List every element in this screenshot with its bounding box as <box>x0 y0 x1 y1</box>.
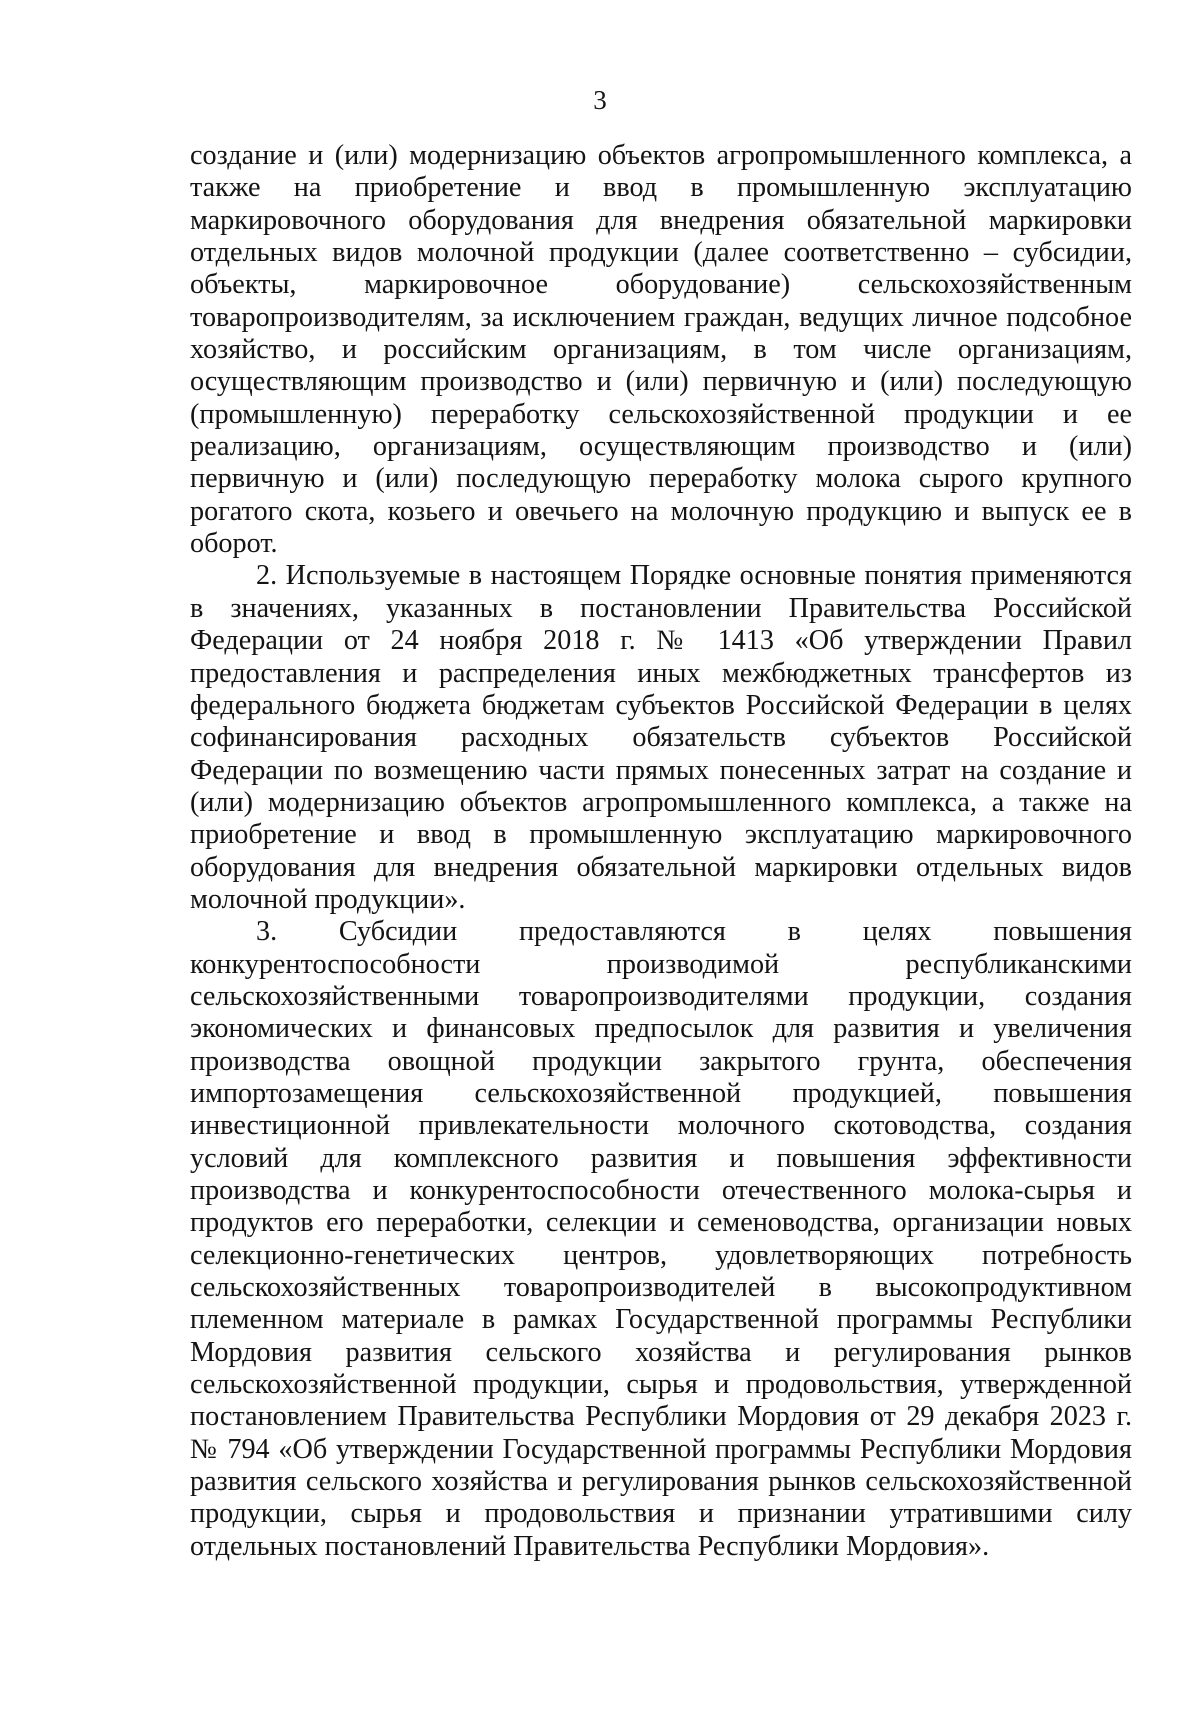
text-line: 2. Используемые в настоящем Порядке основные понятия применяются <box>256 560 1132 592</box>
text-line: реализацию, организациям, осуществляющим производство и (или) <box>190 431 1132 463</box>
text-line: объекты, маркировочное оборудование) сельскохозяйственным <box>190 269 1132 301</box>
text-line: рогатого скота, козьего и овечьего на молочную продукцию и выпуск ее в <box>190 495 1132 527</box>
text-line: постановлением Правительства Республики Мордовия от 29 декабря 2023 г. <box>190 1401 1132 1433</box>
text-line: также на приобретение и ввод в промышленную эксплуатацию <box>190 172 1132 204</box>
text-line: молочной продукции». <box>190 883 466 915</box>
text-line: в значениях, указанных в постановлении Правительства Российской <box>190 592 1132 624</box>
text-line: продуктов его переработки, селекции и семеноводства, организации новых <box>190 1207 1132 1239</box>
text-line: оборудования для внедрения обязательной маркировки отдельных видов <box>190 851 1132 883</box>
text-line: 3. Субсидии предоставляются в целях повышения <box>256 916 1132 948</box>
text-line: (промышленную) переработку сельскохозяйственной продукции и ее <box>190 398 1132 430</box>
text-line: хозяйство, и российским организациям, в том числе организациям, <box>190 334 1132 366</box>
paragraph-2 <box>190 560 1132 916</box>
text-line: отдельных постановлений Правительства Республики Мордовия». <box>190 1530 990 1562</box>
text-line: первичную и (или) последующую переработку молока сырого крупного <box>190 463 1132 495</box>
text-line: товаропроизводителям, за исключением граждан, ведущих личное подсобное <box>190 301 1132 333</box>
text-line: приобретение и ввод в промышленную эксплуатацию маркировочного <box>190 819 1132 851</box>
text-line: предоставления и распределения иных межбюджетных трансфертов из <box>190 657 1132 689</box>
text-line: сельскохозяйственной продукции, сырья и продовольствия, утвержденной <box>190 1369 1132 1401</box>
text-line: Мордовия развития сельского хозяйства и регулирования рынков <box>190 1336 1132 1368</box>
text-line: отдельных видов молочной продукции (далее соответственно – субсидии, <box>190 237 1132 269</box>
text-line: маркировочного оборудования для внедрения обязательной маркировки <box>190 204 1132 236</box>
page-number: 3 <box>593 85 607 115</box>
document-body <box>190 140 1132 1563</box>
text-line: племенном материале в рамках Государственной программы Республики <box>190 1304 1132 1336</box>
text-line: производства овощной продукции закрытого грунта, обеспечения <box>190 1045 1132 1077</box>
text-line: Федерации по возмещению части прямых понесенных затрат на создание и <box>190 754 1132 786</box>
text-line: (или) модернизацию объектов агропромышленного комплекса, а также на <box>190 786 1132 818</box>
text-line: № 794 «Об утверждении Государственной программы Республики Мордовия <box>190 1433 1132 1465</box>
paragraph-1-continuation <box>190 140 1132 560</box>
text-line: осуществляющим производство и (или) первичную и (или) последующую <box>190 366 1132 398</box>
text-line: импортозамещения сельскохозяйственной продукцией, повышения <box>190 1077 1132 1109</box>
text-line: создание и (или) модернизацию объектов агропромышленного комплекса, а <box>190 140 1132 171</box>
text-line: производства и конкурентоспособности отечественного молока-сырья и <box>190 1175 1132 1206</box>
text-line: оборот. <box>190 528 278 560</box>
text-line: условий для комплексного развития и повышения эффективности <box>190 1142 1132 1174</box>
text-line: конкурентоспособности производимой республиканскими <box>190 948 1132 980</box>
text-line: инвестиционной привлекательности молочного скотоводства, создания <box>190 1110 1132 1142</box>
text-line: развития сельского хозяйства и регулирования рынков сельскохозяйственной <box>190 1466 1132 1498</box>
text-line: федерального бюджета бюджетам субъектов Российской Федерации в целях <box>190 689 1132 721</box>
text-line: селекционно-генетических центров, удовлетворяющих потребность <box>190 1239 1132 1271</box>
text-line: экономических и финансовых предпосылок для развития и увеличения <box>190 1013 1132 1045</box>
text-line: сельскохозяйственных товаропроизводителей в высокопродуктивном <box>190 1272 1132 1304</box>
text-line: софинансирования расходных обязательств субъектов Российской <box>190 722 1132 754</box>
text-line: продукции, сырья и продовольствия и признании утратившими силу <box>190 1498 1132 1530</box>
paragraph-3 <box>190 916 1132 1563</box>
text-line: сельскохозяйственными товаропроизводителями продукции, создания <box>190 980 1132 1012</box>
text-line: Федерации от 24 ноября 2018 г. № 1413 «Об утверждении Правил <box>190 625 1132 657</box>
